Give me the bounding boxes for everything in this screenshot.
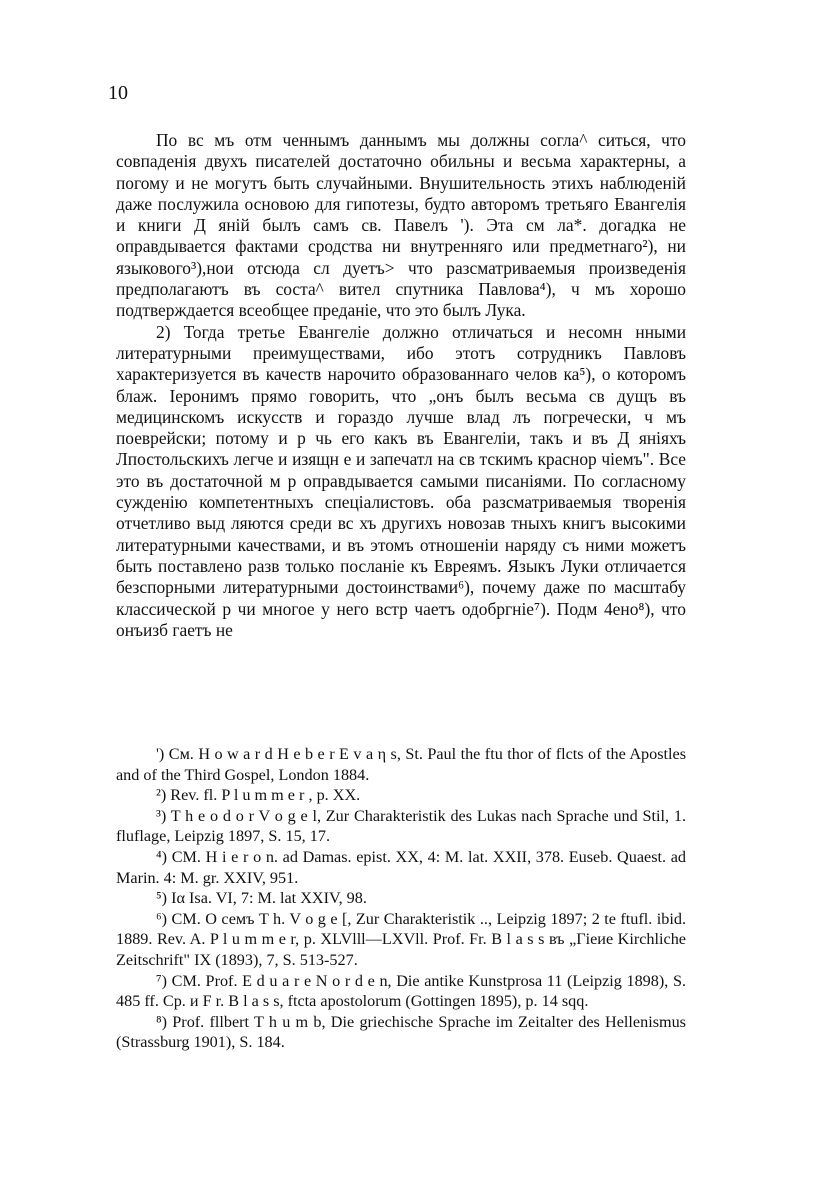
page-number: 10	[108, 82, 128, 104]
footnote-mark: ')	[156, 745, 165, 763]
footnote-text: CM. H i e r o n. ad Damas. epist. XX, 4: M. lat. XXII, 378. Euseb. Quaest. ad Marin. 4: M. gr. XXIV, 951.	[116, 847, 686, 887]
main-text	[116, 130, 686, 641]
footnote	[116, 847, 686, 888]
footnote-mark: ²)	[156, 786, 167, 805]
body-paragraph: 2) Тогда третье Евангеліе должно отличаться и несомн нными литературными преимуществами, ибо этотъ сотрудникъ Павловъ характеризуется въ качеств нарочито образованнаго челов ка⁵), о которомъ блаж. Іеронимъ прямо говорить, что „онъ былъ весьма св дущъ въ медицинскомъ искусств и гораздо лучше влад лъ погречески, ч мъ поеврейски; потому и р чь его какъ въ Евангеліи, такъ и въ Д яніяхъ Лпостольскихъ легче и изящн е и запечатл на св тскимъ краснор чіемъ". Все это въ достаточной м р оправдывается самыми писаніями. По согласному сужденію компетентныхъ спеціалистовъ. оба разсматриваемыя творенія отчетливо выд ляются среди вс хъ другихъ новозав тныхъ книгъ высокими литературными качествами, и въ этомъ отношеніи наряду съ ними можетъ быть поставлено разв только посланіе къ Евреямъ. Языкъ Луки отличается безспорными литературными достоинствами⁶), почему даже по масштабу классической р чи многое у него встр чаетъ одобргніе⁷). Подм 4ено⁸), что онъизб гаетъ не	[116, 321, 686, 640]
footnote-text: Prof. fllbert T h u m b, Die griechische Sprache im Zeitalter des Hellenismus (Strassburg 1901), S. 184.	[116, 1012, 686, 1052]
footnote	[116, 806, 686, 847]
footnote	[116, 971, 686, 1012]
footnote-text: Rev. fl. P l u m m e r , p. XX.	[166, 786, 361, 805]
footnote-mark: ⁷)	[156, 971, 168, 990]
body-paragraph: По вс мъ отм ченнымъ даннымъ мы должны согла^ ситься, что совпаденія двухъ писателей достаточно обильны и весьма характерны, а погому и не могутъ быть случайными. Внушительность этихъ наблюденій даже послужила основою для гипотезы, будто авторомъ третьяго Евангелія и книги Д яній былъ самъ св. Павелъ '). Эта см ла*. догадка не оправдывается фактами сродства ни внутренняго или предметнаго²), ни языкового³),нои отсюда сл дуетъ> что разсматриваемыя произведенія предполагаютъ въ соста^ вител спутника Павлова⁴), ч мъ хорошо подтверждается всеобщее преданіе, что это былъ Лука.	[116, 130, 686, 321]
footnote-mark: ⁶)	[156, 909, 168, 928]
footnote-mark: ⁵)	[156, 889, 168, 908]
footnote-text: T h e o d o r V o g e l, Zur Charakteristik des Lukas nach Sprache und Stil, 1. fluflage, Leipzig 1897, S. 15, 17.	[116, 806, 686, 846]
footnote	[116, 1012, 686, 1053]
footnote-text: CM. О семъ T h. V o g e [, Zur Charakteristik .., Leipzig 1897; 2 te ftufl. ibid. 1889. Rev. A. P l u m m e r, p. XLVlll—LXVll. Prof. Fr. B l a s s въ „Гіеие Kirchliche Zeitschrift" IX (1893), 7, S. 513-527.	[116, 909, 686, 969]
footnote-text: Iα Isa. VI, 7: M. lat XXIV, 98.	[167, 889, 367, 908]
footnote-mark: ⁴)	[156, 847, 168, 866]
footnote-text: CM. Prof. E d u a r e N o r d e n, Die antike Kunstprosa 11 (Leipzig 1898), S. 485 ff. Cp. и F r. B l a s s, ftcta apostolorum (Gottingen 1895), p. 14 sqq.	[116, 971, 686, 1011]
footnote-text: См. H o w a r d H e b e r E v a η s, St. Paul the ftu thor of flcts of the Apostles and of the Third Gospel, London 1884.	[116, 745, 686, 784]
footnote	[116, 909, 686, 971]
footnote	[116, 785, 686, 806]
footnote-mark: ⁸)	[156, 1012, 168, 1031]
footnote	[116, 888, 686, 909]
footnote	[116, 744, 686, 785]
footnotes	[116, 744, 686, 1053]
footnote-mark: ³)	[156, 806, 167, 825]
